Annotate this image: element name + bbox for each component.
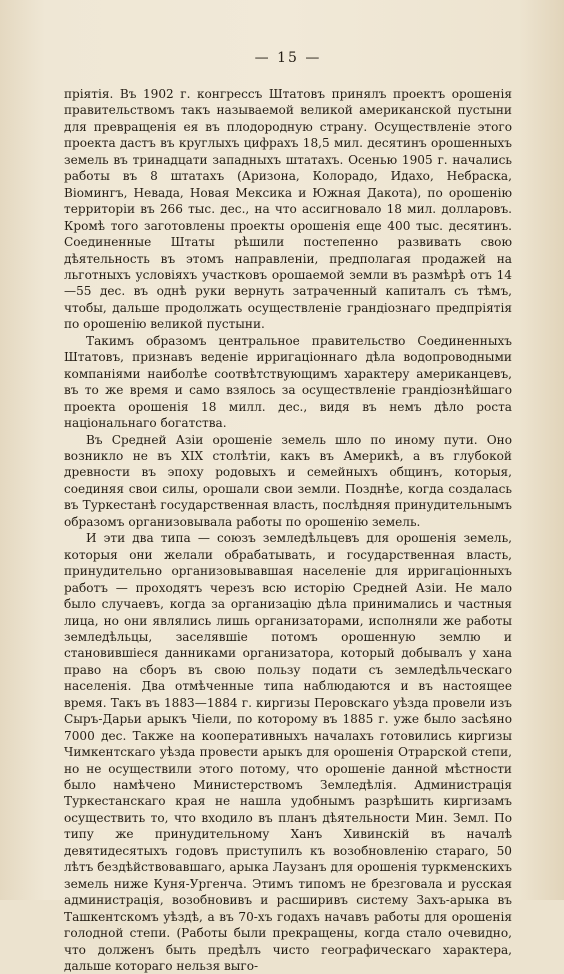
paragraph: И эти два типа — союзъ земледѣльцевъ для орошенія земель, которыя они желали обрабатывать, и государственная власть, принудительно организовывавшая населеніе для ирригаціонныхъ работъ — проходятъ черезъ всю исторію Средней Азіи. Не мало было случаевъ, когда за организацію дѣла принимались и частныя лица, но они являлись лишь организаторами, исполняли же работы земледѣльцы, заселявшіе потомъ орошенную землю и становившіеся данниками организатора, который добывалъ у хана право на сборъ въ свою пользу подати съ земледѣльческаго населенія. Два отмѣченные типа наблюдаются и въ настоящее время. Такъ въ 1883—1884 г. киргизы Перовскаго уѣзда провели изъ Сыръ-Дарьи арыкъ Чіели, по которому въ 1885 г. уже было засѣяно 7000 дес. Также на кооперативныхъ началахъ готовились киргизы Чимкентскаго уѣзда провести арыкъ для орошенія Отрарской степи, но не осуществили этого потому, что орошеніе данной мѣстности было намѣчено Министерствомъ Земледѣлія. Администрація Туркестанскаго края не нашла удобнымъ разрѣшить киргизамъ осуществить то, что входило въ планъ дѣятельности Мин. Земл. По типу же принудительному Ханъ Хивинскій въ началѣ девятидесятыхъ годовъ приступилъ къ возобновленію стараго, 50 лѣтъ бездѣйствовавшаго, арыка Лаузанъ для орошенія туркменскихъ земель ниже Куня-Ургенча. Этимъ типомъ не брезговала и русская администрація, возобновивъ и расширивъ систему Захъ-арыка въ Ташкентскомъ уѣздѣ, а въ 70-хъ годахъ начавъ работы для орошенія голодной степи. (Работы были прекращены, когда стало очевидно, что долженъ быть предѣлъ чисто географическаго характера, дальше котораго нельзя выго-	[64, 531, 512, 974]
paragraph: Въ Средней Азіи орошеніе земель шло по иному пути. Оно возникло не въ XIX столѣтіи, какъ въ Америкѣ, а въ глубокой древности въ эпоху родовыхъ и семейныхъ общинъ, которыя, соединяя свои силы, орошали свои земли. Позднѣе, когда создалась въ Туркестанѣ государственная власть, послѣдняя принудительнымъ образомъ организовывала работы по орошенію земель.	[64, 432, 512, 529]
paragraph: пріятія. Въ 1902 г. конгрессъ Штатовъ принялъ проектъ орошенія правительствомъ такъ называемой великой американской пустыни для превращенія ея въ плодородную страну. Осуществленіе этого проекта дастъ въ круглыхъ цифрахъ 18,5 мил. десятинъ орошенныхъ земель въ тринадцати западныхъ штатахъ. Осенью 1905 г. начались работы въ 8 штатахъ (Аризона, Колорадо, Идахо, Небраска, Віомингъ, Невада, Новая Мексика и Южная Дакота), по орошенію территоріи въ 266 тыс. дес., на что ассигновало 18 мил. долларовъ. Кромѣ того заготовлены проекты орошенія еще 400 тыс. десятинъ. Соединенные Штаты рѣшили постепенно развивать свою дѣятельность въ этомъ направленіи, предполагая продажей на льготныхъ условіяхъ участковъ орошаемой земли въ размѣрѣ отъ 14—55 дес. въ однѣ руки вернуть затраченный капиталъ съ тѣмъ, чтобы, дальше продолжать осуществленіе грандіознаго предпріятія по орошенію великой пустыни.	[64, 87, 512, 332]
page-number: — 15 —	[254, 50, 322, 66]
body-text	[64, 86, 512, 974]
paragraph: Такимъ образомъ центральное правительство Соединенныхъ Штатовъ, признавъ веденіе ирригаціоннаго дѣла водопроводными компаніями наиболѣе соотвѣтствующимъ характеру американцевъ, въ то же время и само взялось за осуществленіе грандіознѣйшаго проекта орошенія 18 милл. дес., видя въ немъ дѣло роста національнаго богатства.	[64, 333, 512, 431]
